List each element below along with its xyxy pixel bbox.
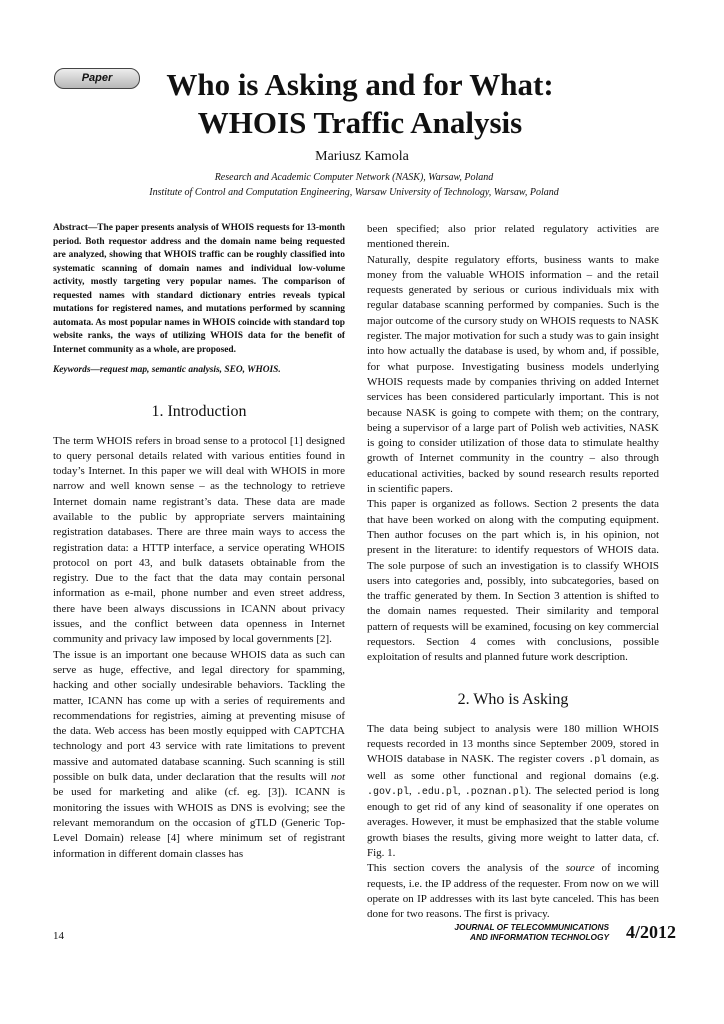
author-name: Mariusz Kamola bbox=[315, 149, 409, 164]
domain-code: .pl bbox=[588, 755, 607, 767]
issue-number: 4/2012 bbox=[626, 922, 677, 942]
emphasis: not bbox=[330, 771, 345, 784]
paragraph: The term WHOIS refers in broad sense to a protocol [1] designed to query personal details related with various entities found in today’s Internet. In this paper we will deal with WHOIS in more narrow and well known sense – as the technology to retrieve Internet domain name registrant’s data. These data are made available to the public by appropriate servers maintaining registration databases. There are three main ways to access the registration data: a HTTP interface, a service operating WHOIS protocol on port 43, and bulk datasets obtainable from the registry. Due to the fact that the data may contain personal information as e-mail, phone number and even street address, there have been always discussions in ICANN about privacy issues, and the conflict between data openness in Internet community and privacy law imposed by local governments [2]. bbox=[53, 434, 345, 646]
paper-type-badge: Paper bbox=[54, 68, 140, 89]
section-1-heading: 1. Introduction bbox=[151, 402, 247, 420]
title-line-2: WHOIS Traffic Analysis bbox=[197, 105, 523, 140]
abstract: Abstract—The paper presents analysis of WHOIS requests for 13-month period. Both requestor address and the domain name being requested are analyzed, showing that WHOIS traffic can be roughly classified into systematic scanning of domain names and individual low-volume activity, mostly targeting very popular names. The comparison of requested names with standard dictionary entries reveals typical mutations for registered names, and mutations performed by scanning automata. As most popular names in WHOIS coincide with standard top website ranks, the ways of utilizing WHOIS data for the benefit of Internet community as a whole, are proposed. bbox=[53, 223, 345, 355]
domain-code: .gov.pl bbox=[367, 786, 410, 798]
emphasis: source bbox=[565, 862, 595, 875]
left-column bbox=[53, 222, 345, 862]
page-number: 14 bbox=[53, 930, 64, 942]
paragraph: This paper is organized as follows. Section 2 presents the data that have been worked on along with the computing equipment. Then author focuses on the part which is, in his opinion, not present in the literature: to identify requestors of WHOIS data. The sole purpose of such an investigation is to classify WHOIS users into categories and, possibly, into subcategories, based on the traffic generated by them. In Section 3 attention is shifted to the domain names requested. Their similarity and temporal pattern of requests will be examined, focusing on key commercial requestors. Section 4 comes with conclusions, possible exploitation of results and planned future work description. bbox=[367, 498, 659, 664]
paper-title bbox=[150, 66, 570, 142]
paragraph: The data being subject to analysis were 180 million WHOIS requests recorded in 13 months since September 2009, stored in WHOIS database in NASK. The register covers .pl domain, as well as some other functional and regional domains (e.g. .gov.pl, .edu.pl, .poznan.pl). The selected period is long enough to get rid of any kind of seasonality if one operates on averages. However, it must be emphasized that the stable volume growth biases the results, giving more weight to latter data, cf. Fig. 1. bbox=[367, 722, 660, 859]
right-column bbox=[367, 222, 659, 922]
journal-line-2: AND INFORMATION TECHNOLOGY bbox=[469, 932, 609, 942]
affiliation-1: Research and Academic Computer Network (NASK), Warsaw, Poland bbox=[214, 172, 494, 183]
domain-code: .edu.pl bbox=[415, 786, 458, 798]
keywords: Keywords—request map, semantic analysis, SEO, WHOIS. bbox=[53, 365, 281, 375]
section-2-heading: 2. Who is Asking bbox=[457, 690, 569, 708]
journal-name bbox=[449, 922, 609, 942]
title-line-1: Who is Asking and for What: bbox=[166, 67, 554, 102]
journal-line-1: JOURNAL OF TELECOMMUNICATIONS bbox=[454, 922, 609, 932]
affiliation-2: Institute of Control and Computation Engineering, Warsaw University of Technology, Warsaw, Poland bbox=[149, 187, 559, 198]
paragraph: This section covers the analysis of the source of incoming requests, i.e. the IP address of the requester. From now on we will operate on IP addresses with its last byte canceled. This has been done for two reasons. The first is privacy. bbox=[367, 862, 659, 921]
paragraph: Naturally, despite regulatory efforts, business wants to make money from the valuable WHOIS information – and the retail requests generated by serious or curious individuals mix with regular database scanning performed by companies. Such is the major outcome of the cursory study on WHOIS requests to NASK register. The major motivation for such a study was to gain insight into how actually the database is used, by whom and, if possible, for what purpose. Investigating business models underlying WHOIS requests made by companies thriving on added Internet services has been considered particularly important. This is not because NASK is going to compete with them; on the contrary, being a supervisor of a large part of Polish web activities, NASK is going to consider utilization of those data to stimulate healthy growth of Internet community in the country – also through educational activities, backed by sound research results reported in scientific papers. bbox=[367, 253, 659, 496]
paragraph: The issue is an important one because WHOIS data as such can serve as huge, effective, and legal directory for spamming, hacking and other socially undesirable behaviors. Tackling the matter, ICANN has come up with a series of requirements and recommendations for registries, aiming at preventing misuse of the data. Web access has been mostly equipped with CAPTCHA technology and port 43 service with rate limitations to prevent massive and automated database scanning. Such scanning is still possible on bulk data, under declaration that the results will not be used for marketing and alike (cf. eg. [3]). ICANN is monitoring the issues with WHOIS as DNS is evolving; see the relevant memorandum on the occasion of gTLD (Generic Top-Level Domain) release [4] where minimum set of registrant information in different domain classes has bbox=[53, 648, 345, 860]
paragraph: been specified; also prior related regulatory activities are mentioned therein. bbox=[367, 223, 659, 251]
domain-code: .poznan.pl bbox=[464, 786, 525, 798]
